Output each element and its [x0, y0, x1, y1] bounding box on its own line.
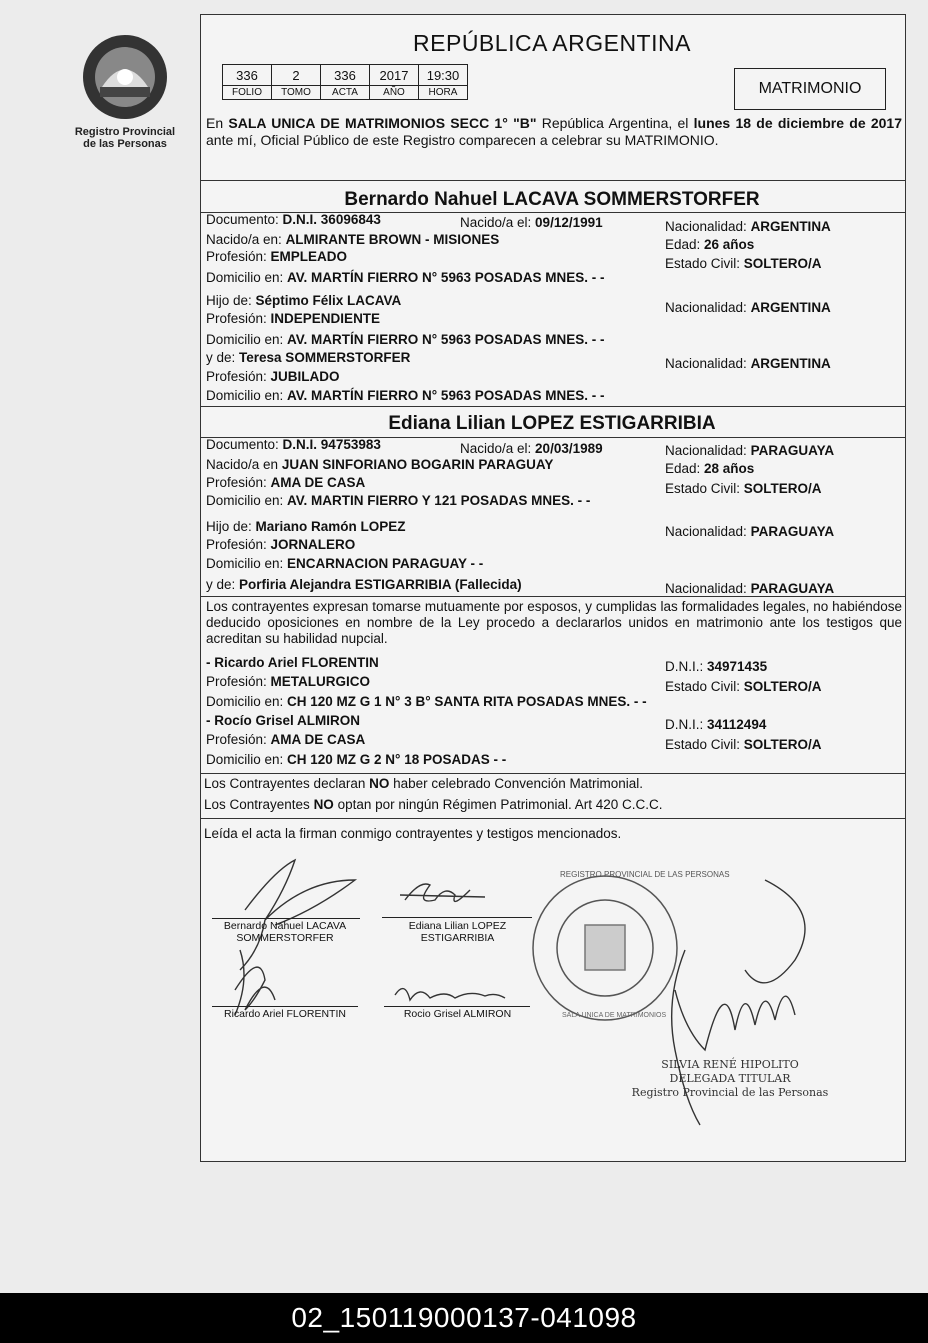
groom-edad: Edad: 26 años	[665, 237, 755, 252]
bride-estado-civil: Estado Civil: SOLTERO/A	[665, 481, 822, 496]
groom-estado-civil: Estado Civil: SOLTERO/A	[665, 256, 822, 271]
bride-padre-nacionalidad: Nacionalidad: PARAGUAYA	[665, 524, 835, 539]
bride-documento: Documento: D.N.I. 94753983	[206, 437, 381, 452]
tomo-value: 2	[272, 65, 321, 86]
acta-value: 336	[321, 65, 370, 86]
seal-inner-text: SALA UNICA DE MATRIMONIOS	[562, 1012, 667, 1019]
declaration-paragraph: Los contrayentes expresan tomarse mutuamente por esposos, y cumplidas las formalidades legales, no habiéndose deducido oposiciones en nombre de la Ley procedo a declararlos unidos en matrimonio ante los testigos que acreditan su habilidad nupcial.	[206, 599, 902, 646]
note-regimen: Los Contrayentes NO optan por ningún Régimen Patrimonial. Art 420 C.C.C.	[204, 797, 663, 812]
bride-edad: Edad: 28 años	[665, 461, 755, 476]
groom-signature-line	[212, 918, 360, 919]
groom-padre: Hijo de: Séptimo Félix LACAVA	[206, 293, 402, 308]
groom-name: Bernardo Nahuel LACAVA SOMMERSTORFER	[344, 189, 760, 210]
registry-table	[222, 64, 468, 100]
witness1-estado-civil: Estado Civil: SOLTERO/A	[665, 679, 822, 694]
hora-value: 19:30	[419, 65, 468, 86]
witness2-signature	[395, 989, 505, 1000]
witness2-profesion: Profesión: AMA DE CASA	[206, 732, 366, 747]
witness2-name: - Rocío Grisel ALMIRON	[206, 713, 361, 728]
divider	[201, 180, 905, 181]
bride-signature-caption: Ediana Lilian LOPEZ ESTIGARRIBIA	[408, 920, 507, 944]
official-stamp-text: SILVIA RENÉ HIPOLITO DELEGADA TITULAR Registro Provincial de las Personas	[631, 1058, 829, 1099]
folio-value: 336	[223, 65, 272, 86]
groom-domicilio: Domicilio en: AV. MARTÍN FIERRO N° 5963 POSADAS MNES. - -	[206, 270, 605, 285]
witness2-estado-civil: Estado Civil: SOLTERO/A	[665, 737, 822, 752]
bride-padre-profesion: Profesión: JORNALERO	[206, 537, 356, 552]
witness1-name: - Ricardo Ariel FLORENTIN	[206, 655, 379, 670]
folio-label: FOLIO	[223, 86, 272, 100]
acta-label: ACTA	[321, 86, 370, 100]
witness1-signature-line	[212, 1006, 358, 1007]
anio-label: AÑO	[370, 86, 419, 100]
bride-nacionalidad: Nacionalidad: PARAGUAYA	[665, 443, 835, 458]
bride-madre-nacionalidad: Nacionalidad: PARAGUAYA	[665, 581, 835, 596]
groom-padre-domicilio: Domicilio en: AV. MARTÍN FIERRO N° 5963 POSADAS MNES. - -	[206, 332, 605, 347]
bride-signature-line	[382, 917, 532, 918]
witness1-signature-caption: Ricardo Ariel FLORENTIN	[224, 1008, 346, 1020]
bride-nacido-el: Nacido/a el: 20/03/1989	[460, 441, 603, 456]
intro-paragraph: En SALA UNICA DE MATRIMONIOS SECC 1° "B" República Argentina, el lunes 18 de diciembre de 2017 ante mí, Oficial Público de este Registro comparecen a celebrar su MATRIMONIO.	[206, 115, 902, 148]
bride-domicilio: Domicilio en: AV. MARTIN FIERRO Y 121 POSADAS MNES. - -	[206, 493, 591, 508]
official-seal	[533, 876, 677, 1020]
misiones-coat-of-arms-icon	[80, 32, 170, 122]
groom-nacido-en: Nacido/a en: ALMIRANTE BROWN - MISIONES	[206, 232, 500, 247]
provincial-logo	[72, 32, 178, 150]
hora-label: HORA	[419, 86, 468, 100]
bride-profesion: Profesión: AMA DE CASA	[206, 475, 366, 490]
groom-signature	[240, 860, 355, 970]
groom-nacido-el: Nacido/a el: 09/12/1991	[460, 215, 603, 230]
tomo-label: TOMO	[272, 86, 321, 100]
witness2-dni: D.N.I.: 34112494	[665, 717, 767, 732]
bride-name: Ediana Lilian LOPEZ ESTIGARRIBIA	[388, 413, 716, 434]
witness2-domicilio: Domicilio en: CH 120 MZ G 2 N° 18 POSADAS - -	[206, 752, 507, 767]
groom-madre-domicilio: Domicilio en: AV. MARTÍN FIERRO N° 5963 POSADAS MNES. - -	[206, 388, 605, 403]
witness1-profesion: Profesión: METALURGICO	[206, 674, 371, 689]
bride-padre: Hijo de: Mariano Ramón LOPEZ	[206, 519, 406, 534]
witness1-dni: D.N.I.: 34971435	[665, 659, 768, 674]
seal-ring-text: REGISTRO PROVINCIAL DE LAS PERSONAS	[560, 870, 730, 879]
groom-madre-profesion: Profesión: JUBILADO	[206, 369, 340, 384]
divider	[201, 773, 905, 774]
groom-padre-profesion: Profesión: INDEPENDIENTE	[206, 311, 381, 326]
groom-signature-caption: Bernardo Nahuel LACAVA SOMMERSTORFER	[223, 920, 347, 944]
divider	[201, 406, 905, 407]
divider	[201, 818, 905, 819]
witness1-domicilio: Domicilio en: CH 120 MZ G 1 N° 3 B° SANTA RITA POSADAS MNES. - -	[206, 694, 647, 709]
witness2-signature-caption: Rocio Grisel ALMIRON	[403, 1008, 512, 1020]
groom-profesion: Profesión: EMPLEADO	[206, 249, 348, 264]
groom-documento: Documento: D.N.I. 36096843	[206, 212, 381, 227]
bride-signature	[400, 884, 485, 901]
document-title: REPÚBLICA ARGENTINA	[413, 30, 691, 56]
document-code-footer: 02_150119000137-041098	[0, 1293, 928, 1343]
bride-nacido-en: Nacido/a en JUAN SINFORIANO BOGARIN PARAGUAY	[206, 457, 554, 472]
groom-padre-nacionalidad: Nacionalidad: ARGENTINA	[665, 300, 831, 315]
anio-value: 2017	[370, 65, 419, 86]
closing-text: Leída el acta la firman conmigo contrayentes y testigos mencionados.	[204, 826, 622, 841]
groom-nacionalidad: Nacionalidad: ARGENTINA	[665, 219, 831, 234]
logo-caption: Registro Provincial de las Personas	[74, 126, 176, 150]
witness2-signature-line	[384, 1006, 530, 1007]
bride-padre-domicilio: Domicilio en: ENCARNACION PARAGUAY - -	[206, 556, 484, 571]
groom-madre-nacionalidad: Nacionalidad: ARGENTINA	[665, 356, 831, 371]
bride-madre: y de: Porfiria Alejandra ESTIGARRIBIA (Fallecida)	[206, 577, 522, 592]
note-convencion: Los Contrayentes declaran NO haber celebrado Convención Matrimonial.	[204, 776, 643, 791]
divider	[201, 596, 905, 597]
act-type-box: MATRIMONIO	[734, 68, 886, 110]
groom-madre: y de: Teresa SOMMERSTORFER	[206, 350, 411, 365]
